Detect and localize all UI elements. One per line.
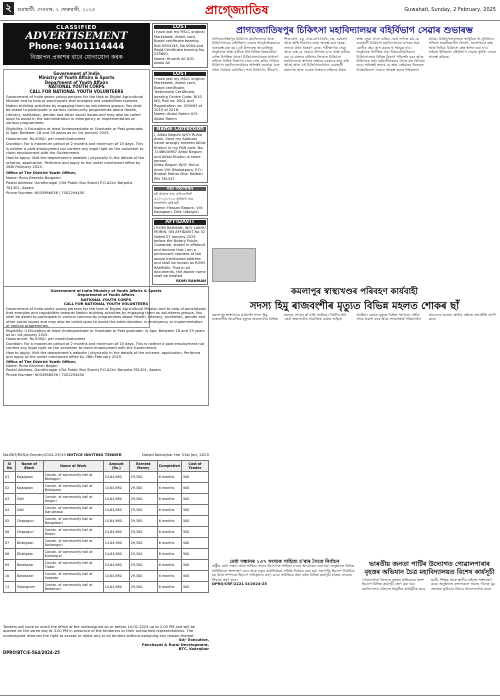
masthead: প্ৰাগ্জ্যোতিষ bbox=[205, 3, 269, 17]
table-row bbox=[4, 505, 209, 516]
notice2-address: Postal Address: Gandhinagar (Old Public Bus Stand) P.O.&Circ Barpeta-781301, Assam bbox=[6, 368, 161, 373]
notice2-heading: Government of India Ministry of Youth Affairs & Sports Department of Youth Affairs NATIONAL YOUTH CORPS CALL FOR NATIONAL YOUTH VOLUNTEERS bbox=[50, 289, 162, 307]
tender-column-header: Name of Block bbox=[15, 461, 43, 472]
table-cell: 29,300 bbox=[129, 560, 157, 571]
table-cell: 02 bbox=[4, 483, 16, 494]
bottom-right-article bbox=[362, 560, 497, 591]
table-cell: 03 bbox=[4, 494, 16, 505]
notice2-phone: Phone Number: 6003966036 / 7002294450 bbox=[6, 372, 85, 377]
table-row bbox=[4, 560, 209, 571]
tender-column-header: Cost of Tender bbox=[181, 461, 208, 472]
classified-label: CLASSIFIED bbox=[56, 25, 97, 31]
classified-banner bbox=[3, 23, 150, 65]
name-correction-heading: Name Correction bbox=[154, 127, 206, 131]
table-cell: 500 bbox=[181, 527, 208, 538]
lost-ad-2-text: I have lost my HSLC original Marksheet, Admit card, Board certificate, Testimonial Certificate, bearing Centre Code: B/10 W3, Roll no: 0001 and Registration no: 029492 of 2010 of 2016. bbox=[154, 77, 205, 112]
table-cell: 29,300 bbox=[129, 571, 157, 582]
table-cell: Constn. of community hall at Amguri bbox=[43, 494, 103, 505]
table-row bbox=[4, 527, 209, 538]
notice2-honorarium: Honorarium: Rs.5000/- per month/volunteer. bbox=[6, 337, 86, 342]
table-cell: 10 bbox=[4, 571, 16, 582]
table-cell: Kajalgaon bbox=[15, 483, 43, 494]
tender-header bbox=[3, 452, 209, 457]
tender-dated: Dated Kokrajhar the 31st Jan, 2025 bbox=[142, 452, 209, 457]
table-cell: 6 months bbox=[157, 505, 181, 516]
table-cell: 29,300 bbox=[129, 582, 157, 593]
table-cell: 500 bbox=[181, 505, 208, 516]
affidavit-name: ROMI RAHMAN bbox=[176, 278, 206, 283]
date-right: Guwahati, Sunday, 2 February, 2025 bbox=[404, 7, 496, 13]
lost-ad-1-heading: LOST bbox=[154, 25, 206, 29]
tender-code: DPRO/BTC/E-564/2024-25 bbox=[3, 650, 60, 656]
table-cell: Constn. of community hall at Raipur bbox=[43, 527, 103, 538]
bottom-middle-code: DPRO/CRF/2221 SI/2024-25 bbox=[212, 582, 267, 587]
youth-corps-notice-2 bbox=[3, 286, 209, 406]
bottom-middle-heading: মেধা সন্ধানৰ ১৩৭ সংখ্যক সাহিত্য চ'ৰাৰ সৈতে নিৰ্বাচন bbox=[229, 559, 340, 565]
article-main: প্ৰাগজ্যোতিষপুৰ চিকিৎসা মহাবিদ্যালয় আৰু চিকিৎসালয়ৰ বহিৰ্বিভাগ সেৱাৰ আনুষ্ঠানিকভাৱে শুভাৰম্ভ কৰা হয়। এই উপলক্ষে আয়োজিত অনুষ্ঠানত স্বাস্থ্য মন্ত্ৰীকে ধৰি বিভিন্ন বিষয়ববীয়া ব্যক্তি উপস্থিত থাকে। চিকিৎসালয়খনত সাধাৰণ ৰাইজে বিভিন্ন বিভাগৰ সেৱা লাভ কৰিব পাৰিব। চিকিৎসা মহাবিদ্যালয়খনৰ অধ্যক্ষই জনোৱা মতে প্ৰথম পৰ্যায়ত মেডিচিন, শল্য চিকিৎসা, স্ত্ৰীৰোগ, শিশুৰোগ, চকু, নাক-কাণ-ডিঙি, দন্ত, চৰ্মৰোগ আৰু অস্থি বিভাগৰ সেৱা আৰম্ভ কৰা হৈছে। লগতে ঔষধ বিতৰণ কেন্দ্ৰ, পৰীক্ষাগাৰ সেৱা আৰু এক্স-ৰে সেৱাও উপলব্ধ হ'ব। স্বাস্থ্য মন্ত্ৰীয়ে কয় যে ৰাজ্যৰ প্ৰতিখন জিলাত চিকিৎসা মহাবিদ্যালয় স্থাপনৰ লক্ষ্যৰে চৰকাৰে কাম কৰি আছে আৰু এই চিকিৎসালয়খনে গুৱাহাটী মহানগৰ আৰু ওচৰৰ অঞ্চলৰ ৰাইজক উন্নত স্বাস্থ্য সেৱা প্ৰদান কৰিব। তেওঁ লগতে কয় যে গুৱাহাটী চিকিৎসা মহাবিদ্যালয়ৰ ওপৰত থকা ৰোগীৰ হেঁচা হ্ৰাস কৰাত ই সহায়ক হ'ব। অনুষ্ঠানত উপস্থিত থকা বিষয়ববীয়াসকলে চিকিৎসালয়ৰ বিভিন্ন বিভাগ পৰিদৰ্শন কৰে আৰু চিকিৎসক তথা কৰ্মচাৰীসকলৰ সৈতে মত বিনিময় কৰে। অধ্যক্ষই জনায় যে অহা কেইমাহৰ ভিতৰত আন্তঃবিভাগ সেৱাও আৰম্ভ কৰাৰ পৰিকল্পনা আছে। চিকিৎসালয়খনত আধুনিক সা-সুবিধাৰে সজ্জিত জৰুৰীকালীন বিভাগ, অস্ত্ৰোপচাৰ কক্ষ আৰু নিবিড় চিকিৎসা কক্ষ স্থাপন কৰা হ'ব। ৰাইজে ইতিমধ্যে বহিৰ্বিভাগ সেৱাৰ সুবিধা লোৱা আৰম্ভ কৰিছে। bbox=[212, 37, 496, 72]
notice1-duration: Duration: For a maximum period of 2 months and minimum of 15 days. This is neither a paid employment nor confers any legal right on the volunteer to claim employment with the Government. bbox=[6, 142, 144, 155]
tender-footer bbox=[3, 625, 209, 656]
affidavit-heading: AFFIDAVIT bbox=[154, 220, 206, 224]
table-cell: 09 bbox=[4, 560, 16, 571]
notice1-body: Government of India seeks young persons for the task of Digital Agricultural Mission and to help of panchayats that energies and capabilities towards Nation building activities by engaging them as volunteers groups. You shall be asked to participate in various community programmes about Health, Literacy, sanitation, gender and other social issues and may also be called upon to assist in the administration in emergency or implementation of various programmes. bbox=[6, 95, 144, 126]
table-row bbox=[4, 571, 209, 582]
table-cell: Chapaguri bbox=[15, 516, 43, 527]
table-cell: Constn. of community hall at Bilasipara bbox=[43, 483, 103, 494]
table-cell: 500 bbox=[181, 571, 208, 582]
table-row bbox=[4, 538, 209, 549]
table-cell: 29,300 bbox=[129, 538, 157, 549]
table-cell: 500 bbox=[181, 582, 208, 593]
notice1-phone: Phone Number: 6003966036 / 7002294450 bbox=[6, 191, 85, 196]
tender-table bbox=[3, 460, 209, 593]
bottom-right-text: গোৱালপাৰা জিলাত বৃহত্তৰ অভিযানৰ অংশ হিচাপে বিভিন্ন কাৰ্যসূচী গ্ৰহণ কৰা হয়। মহাবিদ্যালয় চৌহদত অনুষ্ঠিত কাৰ্যসূচীত ছাত্ৰ-ছাত্ৰী, শিক্ষক আৰু স্থানীয় ৰাইজে অংশগ্ৰহণ কৰে। অনুষ্ঠানত বক্তাসকলে সমাজ গঠনত যুৱ প্ৰজন্মৰ ভূমিকাৰ বিষয়ে আলোকপাত কৰে। bbox=[362, 578, 495, 591]
article-photo bbox=[212, 248, 256, 282]
notice1-office: Office of The District Youth Officer, bbox=[6, 170, 77, 175]
date-left: গুৱাহাটী, দেওবাৰ, ২ ফেব্ৰুৱাৰী, ২০২৫ bbox=[17, 7, 96, 13]
tender-column-header: Earnest Money bbox=[129, 461, 157, 472]
table-row bbox=[4, 494, 209, 505]
table-cell: 14,64,980 bbox=[103, 549, 129, 560]
table-row bbox=[4, 549, 209, 560]
table-cell: 6 months bbox=[157, 472, 181, 483]
table-cell: 29,300 bbox=[129, 483, 157, 494]
table-row bbox=[4, 582, 209, 593]
notice2-body: Government of India seeks young persons for the task of Digital Agricultural Mission and to help of panchayats that energies and capabilities towards Nation building activities by engaging them as volunteers groups. You shall be asked to participate in various community programmes about Health, Literacy, sanitation, gender and other social issues and may also be called upon to assist the administration in emergency or implementation of various programmes. bbox=[6, 306, 206, 329]
table-cell: 6 months bbox=[157, 560, 181, 571]
tender-column-header: Completion bbox=[157, 461, 181, 472]
table-cell: Dhaligaon bbox=[15, 538, 43, 549]
page-header bbox=[0, 0, 500, 21]
table-cell: 500 bbox=[181, 483, 208, 494]
table-cell: Kajalgaon bbox=[15, 472, 43, 483]
table-cell: 500 bbox=[181, 472, 208, 483]
bottom-right-heading: ভাৰতীয় জনতা পাৰ্টিৰ উদ্যোগত গোৱালপাৰাৰ বৃহত্তৰ অভিযান চৈত্ৰ মহাবিদ্যালয়ত বিশেষ কাৰ্যসূচী bbox=[364, 560, 495, 576]
bottom-middle-article bbox=[212, 560, 357, 586]
assamese-notice-heading: নাম সংশোধন bbox=[154, 187, 206, 191]
affidavit-ad bbox=[152, 218, 208, 285]
table-cell: 05 bbox=[4, 516, 16, 527]
assamese-notice-text: মই আমাৰ নাম এফিডেভিট ৩১/০১/২০২৫ তাৰিখে নাম সংশোধন কৰিছোঁ। bbox=[154, 192, 194, 206]
table-cell: Sidli bbox=[15, 505, 43, 516]
table-cell: Constn. of community hall at Bangalbari bbox=[43, 516, 103, 527]
table-cell: 14,64,980 bbox=[103, 483, 129, 494]
table-cell: 6 months bbox=[157, 549, 181, 560]
notice2-name: Name: Runa Kanchan Bagari bbox=[6, 363, 58, 368]
table-cell: Sidli bbox=[15, 494, 43, 505]
notice1-honorarium: Honorarium: Rs.5000/- per month/volunteer. bbox=[6, 136, 86, 141]
article-second: কমলাপুৰ স্বাস্থ্যখণ্ডৰ কাৰ্যবাহী সদস্য হিমু ৰাজবংশীৰ আকস্মিক মৃত্যুত অঞ্চলটোৰ বিভিন্ন মহলত শোকৰ ছাঁ নামি আহিছে। দীৰ্ঘদিন ধৰি তেওঁ অঞ্চলটোৰ সামাজিক কামত জড়িত আছিল। তেওঁৰ মৃত্যুত বিভিন্ন সংগঠনে গভীৰ শোক প্ৰকাশ কৰে আৰু শোকসন্তপ্ত পৰিয়াললৈ সমবেদনা জনায়। স্থানীয় ৰাইজে শ্ৰদ্ধাঞ্জলি অৰ্পণ কৰে। bbox=[212, 313, 497, 322]
table-cell: 29,300 bbox=[129, 494, 157, 505]
notice1-eligibility: Eligibility: i) Education at least Undergraduate or Graduate or Post graduate. ii) Age: Between 18 and 29 years as on 1st January 2025. bbox=[6, 126, 144, 136]
table-cell: 500 bbox=[181, 560, 208, 571]
notice2-office: Office of The District Youth Officer, bbox=[6, 359, 77, 364]
page-number: ২ bbox=[3, 2, 14, 15]
table-cell: Constn. of community hall at Sapkata bbox=[43, 571, 103, 582]
tender-ref: No.BKT/RES/e-Tender/2024-25/15 bbox=[3, 452, 66, 457]
table-cell: Borobazar bbox=[15, 571, 43, 582]
notice1-name: Name: Ranu Keeshta Borgoain bbox=[6, 175, 61, 180]
lost-ad-1-text: I have lost my HSLC original Marksheet, Admit card, Board certificate bearing Roll-0094145, No 0004 and Regd Certificate bearing No. 035800. bbox=[154, 30, 205, 57]
tender-table-header-row bbox=[4, 461, 209, 472]
tender-title: NOTICE INVITING TENDER bbox=[66, 452, 122, 457]
table-cell: 29,300 bbox=[129, 549, 157, 560]
table-cell: 14,64,980 bbox=[103, 494, 129, 505]
table-cell: 08 bbox=[4, 549, 16, 560]
notice1-heading: Government of India Ministry of Youth Affairs & Sports Department of Youth Affairs NATIONAL YOUTH CORPS CALL FOR NATIONAL YOUTH VOLUNTEERS bbox=[29, 71, 124, 94]
table-cell: Srijangram bbox=[15, 582, 43, 593]
table-cell: 29,300 bbox=[129, 505, 157, 516]
table-cell: 06 bbox=[4, 527, 16, 538]
table-cell: 29,300 bbox=[129, 472, 157, 483]
table-cell: Dhaligaon bbox=[15, 549, 43, 560]
table-cell: Constn. of community hall at Garubhasa bbox=[43, 505, 103, 516]
bottom-middle-text: ৰাষ্ট্ৰীয় মেধা সন্ধান আৰু সাহিত্য সভাৰ উদ্যোগত সাহিত্য চ'ৰাৰ আয়োজন কৰা হয়। অনুষ্ঠানত বিভিন্ন সাহিত্যিকে অংশগ্ৰহণ কৰে আৰু নতুন কাৰ্যনিৰ্বাহক সমিতি নিৰ্বাচন কৰা হয়। সভাপতি হিচাপে নিৰ্বাচিত হয় আৰু সম্পাদক হিচাপে দায়িত্বভাৰ গ্ৰহণ কৰে। সমিতিয়ে অহা বৰ্ষত বিভিন্ন কাৰ্যসূচী হাতত লোৱাৰ সিদ্ধান্ত গ্ৰহণ কৰে। bbox=[212, 564, 355, 582]
tender-column-header: Sl No bbox=[4, 461, 16, 472]
tender-signature: Sd/- Executive, Panchayat & Rural Development, BTC, Kokrajhar bbox=[142, 638, 209, 652]
table-cell: 14,64,980 bbox=[103, 505, 129, 516]
headline-second-line2: সদস্য হিমু ৰাজবংশীৰ মৃত্যুত বিভিন্ন মহলত শোকৰ ছাঁ bbox=[249, 301, 460, 312]
table-row bbox=[4, 472, 209, 483]
assamese-notice-name: Name: Hassan Begum, Vill: Kalaigaon, Dist: Udalguri bbox=[154, 205, 203, 215]
name-correction-ad bbox=[152, 125, 208, 183]
left-column bbox=[3, 23, 150, 328]
table-cell: 6 months bbox=[157, 516, 181, 527]
table-cell: 6 months bbox=[157, 538, 181, 549]
table-cell: 14,64,980 bbox=[103, 560, 129, 571]
table-cell: Constn. of community hall at Ballamguri bbox=[43, 538, 103, 549]
table-cell: 6 months bbox=[157, 527, 181, 538]
table-cell: 14,64,980 bbox=[103, 538, 129, 549]
lost-ad-2 bbox=[152, 70, 208, 123]
table-cell: Constn. of community hall at Baitamari bbox=[43, 582, 103, 593]
headline-second bbox=[212, 285, 497, 316]
notice1-address: Postal Address: Gandhinagar (Old Public Bus Stand) P.O.&Circ Barpeta-781301, Assam bbox=[6, 181, 134, 190]
table-row bbox=[4, 516, 209, 527]
headline-main: প্ৰাগজ্যোতিষপুৰ চিকিৎসা মহাবিদ্যালয়ৰ বহিৰ্বিভাগ সেৱাৰ শুভাৰম্ভ bbox=[236, 26, 473, 36]
table-cell: 14,64,980 bbox=[103, 582, 129, 593]
table-cell: Constn. of community hall at Kumarguri bbox=[43, 549, 103, 560]
classified-title: ADVERTISEMENT bbox=[25, 31, 128, 42]
table-cell: 6 months bbox=[157, 483, 181, 494]
table-cell: 14,64,980 bbox=[103, 527, 129, 538]
name-correction-text: I, Alfaiz Begum W/O: Ruhul Amin, have my Aadhaar name wrongly entered Alfaiz Khatun in my PAN card. No: 7246K00987 Alfaiz Begum and Alfaiz Khatun is same person. bbox=[154, 132, 206, 163]
assamese-notice-box bbox=[152, 185, 208, 216]
table-cell: 29,300 bbox=[129, 516, 157, 527]
notice2-duration: Duration: For a maximum period of 2 months and minimum of 15 days. This is neither a paid employment nor confers any legal right on the volunteer to claim employment with the Government. bbox=[6, 341, 205, 351]
lost-ad-2-name: Name: Abdul Rahim S/O: Abdul Rahim bbox=[154, 112, 199, 121]
bottom-rule bbox=[0, 695, 500, 696]
tender-column-header: Amount (Rs.) bbox=[103, 461, 129, 472]
table-cell: 6 months bbox=[157, 571, 181, 582]
notice2-howtoapply: How to apply: Visit the department's website / physically in the details of the scheme, application, Performa and apply to the under mentioned office by 28th February 2025. bbox=[6, 350, 201, 360]
affidavit-text: I ROMI RAHMAN, W/O LAKHU MORIN, ON AFFIDAVIT No 52 Dated 27 January 2025 before the Notary Public, Guwahati, stated in affidavit and declare that I am a permanent resident of the above mentioned address and shall be known as ROMI RAHMAN. That in all documents, the above name shall be treated. bbox=[154, 225, 206, 279]
lost-ad-2-heading: LOST bbox=[154, 72, 206, 76]
table-cell: Borobazar bbox=[15, 560, 43, 571]
table-cell: Constn. of community hall at Bhelaguri bbox=[43, 472, 103, 483]
table-cell: 500 bbox=[181, 549, 208, 560]
lost-ad-1-name: Name: Buradh Ali D/O: Abdul Ali bbox=[154, 56, 195, 66]
table-cell: 11 bbox=[4, 582, 16, 593]
small-ads-column bbox=[152, 23, 208, 287]
classified-note: বিজ্ঞাপন প্ৰকাশৰ বাবে যোগাযোগ কৰক bbox=[30, 54, 123, 61]
name-correction-name: Alfaiz Begum W/O: Ruhul Amin Vill: Bhakatpara, P.O.: Bhakat Pathar Dist: Nalbari PIN 781337 bbox=[154, 163, 203, 181]
table-cell: 14,64,980 bbox=[103, 516, 129, 527]
table-cell: Chapaguri bbox=[15, 527, 43, 538]
table-cell: 14,64,980 bbox=[103, 472, 129, 483]
notice2-eligibility: Eligibility: i) Education at least Undergraduate or Graduate or Post graduate. ii) Age: Between 18 and 29 years as on 1st January 2025. bbox=[6, 328, 205, 338]
table-cell: 01 bbox=[4, 472, 16, 483]
table-cell: 500 bbox=[181, 494, 208, 505]
headline-second-line1: কমলাপুৰ স্বাস্থ্যখণ্ডৰ পৰিবহণ কাৰ্যবাহী bbox=[291, 287, 418, 297]
table-cell: 14,64,980 bbox=[103, 571, 129, 582]
table-cell: 500 bbox=[181, 538, 208, 549]
table-cell: 07 bbox=[4, 538, 16, 549]
table-cell: 500 bbox=[181, 516, 208, 527]
classified-phone: Phone: 9401114444 bbox=[28, 42, 125, 52]
table-row bbox=[4, 483, 209, 494]
tender-column-header: Name of Work bbox=[43, 461, 103, 472]
lost-ad-1 bbox=[152, 23, 208, 68]
table-cell: 04 bbox=[4, 505, 16, 516]
table-cell: 6 months bbox=[157, 582, 181, 593]
table-cell: 29,300 bbox=[129, 527, 157, 538]
table-cell: 6 months bbox=[157, 494, 181, 505]
tender-table-body bbox=[4, 472, 209, 593]
table-cell: Constn. of community hall at Tipkai bbox=[43, 560, 103, 571]
notice1-howtoapply: How to apply: Visit the department's website / physically in the details of the scheme, application, Performa and apply to the under mentioned office by 28th February 2025. bbox=[6, 156, 145, 170]
tender-terms: Tenders will have to reach the office of the undersigned on or before 14-02-2025 up to 2.00 PM and will be opened on the same day at 3.00 PM in presence of the tenderers or their authorized representatives. The undersigned reserves the right to accept or reject any or all tenders without assigning any reason thereof. bbox=[3, 625, 195, 638]
